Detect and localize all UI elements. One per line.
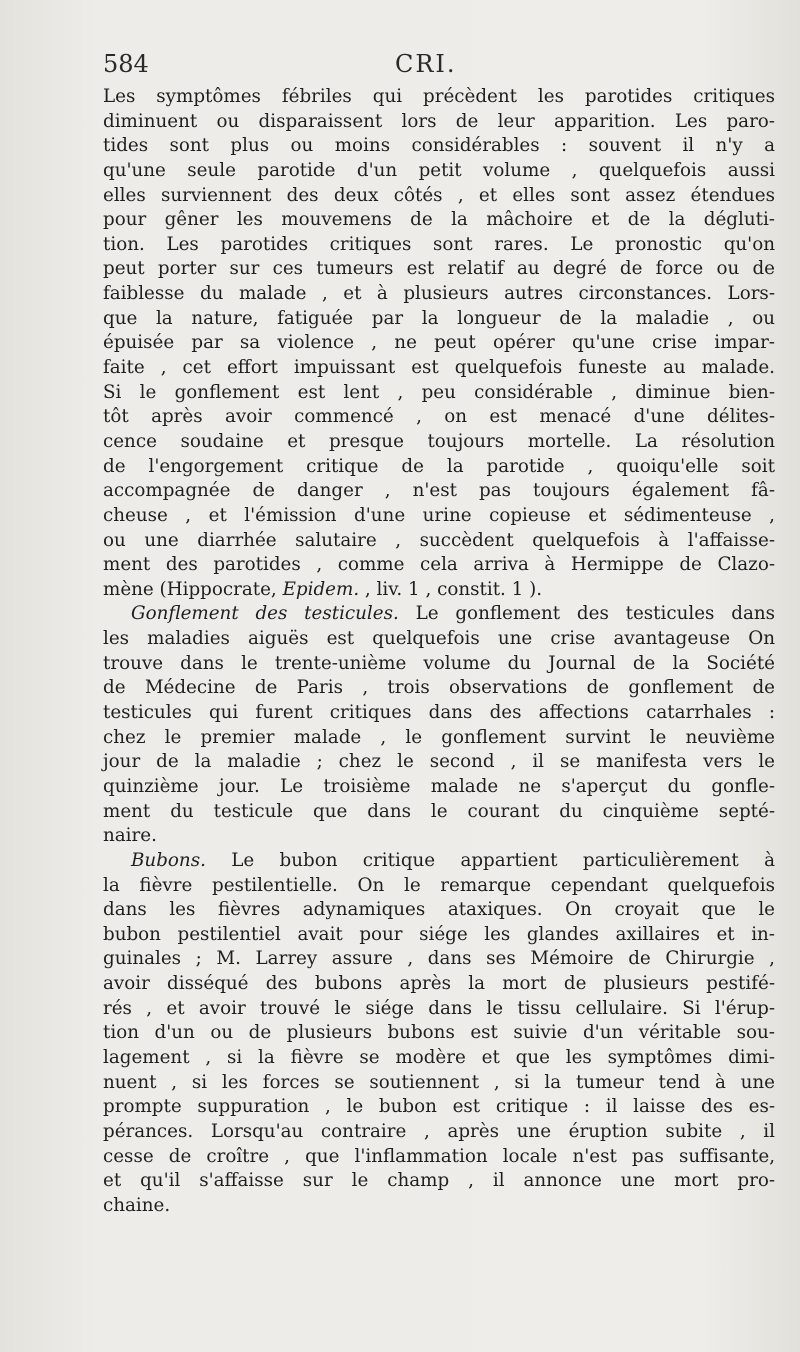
section-heading: Gonflement des testicules. bbox=[131, 603, 399, 625]
text-line: rés , et avoir trouvé le siége dans le tissu cellulaire. Si l'érup- bbox=[103, 997, 775, 1019]
first-line-rest: Le gonflement des testicules dans bbox=[398, 603, 775, 625]
text-line: dans les fièvres adynamiques ataxiques. On croyait que le bbox=[103, 899, 775, 921]
text-line: Les symptômes fébriles qui précèdent les parotides critiques bbox=[103, 86, 775, 107]
text-line: qu'une seule parotide d'un petit volume , quelquefois aussi bbox=[103, 159, 775, 181]
running-head: CRI. bbox=[395, 50, 457, 78]
text-line: de l'engorgement critique de la parotide , quoiqu'elle soit bbox=[103, 455, 775, 477]
citation-suffix: , liv. 1 , constit. 1 ). bbox=[359, 578, 543, 600]
text-line: elles surviennent des deux côtés , et elles sont assez étendues bbox=[103, 184, 775, 206]
paragraph-testicules bbox=[103, 602, 775, 848]
text-line: et qu'il s'affaisse sur le champ , il annonce une mort pro- bbox=[103, 1170, 775, 1192]
body-text bbox=[103, 85, 775, 1218]
text-line: que la nature, fatiguée par la longueur de la maladie , ou bbox=[103, 307, 775, 329]
text-line-citation bbox=[103, 578, 775, 603]
text-line: faite , cet effort impuissant est quelquefois funeste au malade. bbox=[103, 357, 775, 379]
text-line: quinzième jour. Le troisième malade ne s'aperçut du gonfle- bbox=[103, 775, 775, 797]
text-line: tôt après avoir commencé , on est menacé d'une délites- bbox=[103, 406, 775, 428]
text-line: épuisée par sa violence , ne peut opérer qu'une crise impar- bbox=[103, 332, 775, 354]
page-number: 584 bbox=[103, 50, 149, 78]
text-line: jour de la maladie ; chez le second , il se manifesta vers le bbox=[103, 751, 775, 773]
text-line: de Médecine de Paris , trois observations de gonflement de bbox=[103, 677, 775, 699]
text-line: tion d'un ou de plusieurs bubons est suivie d'un véritable sou- bbox=[103, 1022, 775, 1044]
text-line: ment du testicule que dans le courant du cinquième septé- bbox=[103, 800, 775, 822]
text-line: trouve dans le trente-unième volume du Journal de la Société bbox=[103, 652, 775, 674]
text-line: nuent , si les forces se soutiennent , si la tumeur tend à une bbox=[103, 1071, 775, 1093]
text-line: les maladies aiguës est quelquefois une crise avantageuse On bbox=[103, 628, 775, 650]
paragraph-parotides bbox=[103, 85, 775, 602]
text-line: peut porter sur ces tumeurs est relatif au degré de force ou de bbox=[103, 258, 775, 280]
text-line: tides sont plus ou moins considérables : souvent il n'y a bbox=[103, 135, 775, 157]
text-line: chaine. bbox=[103, 1194, 171, 1216]
page-header bbox=[103, 50, 773, 84]
text-line: guinales ; M. Larrey assure , dans ses Mémoire de Chirurgie , bbox=[103, 948, 775, 970]
text-line: chez le premier malade , le gonflement survint le neuvième bbox=[103, 726, 775, 748]
text-line: avoir disséqué des bubons après la mort de plusieurs pestifé- bbox=[103, 973, 775, 995]
text-line: faiblesse du malade , et à plusieurs autres circonstances. Lors- bbox=[103, 283, 775, 305]
text-line: lagement , si la fièvre se modère et que les symptômes dimi- bbox=[103, 1046, 775, 1068]
text-line: Si le gonflement est lent , peu considérable , diminue bien- bbox=[103, 381, 775, 403]
text-line: bubon pestilentiel avait pour siége les glandes axillaires et in- bbox=[103, 923, 775, 945]
paragraph-bubons bbox=[103, 849, 775, 1219]
citation-title: Epidem. bbox=[282, 578, 360, 600]
citation-prefix: mène (Hippocrate, bbox=[103, 578, 283, 600]
text-line: accompagnée de danger , n'est pas toujours également fâ- bbox=[103, 480, 775, 502]
text-line: testicules qui furent critiques dans des affections catarrhales : bbox=[103, 702, 775, 724]
text-line: ment des parotides , comme cela arriva à Hermippe de Clazo- bbox=[103, 554, 775, 576]
first-line-rest: Le bubon critique appartient particulièrement à bbox=[205, 849, 775, 871]
text-line: cheuse , et l'émission d'une urine copieuse et sédimenteuse , bbox=[103, 504, 775, 526]
section-heading: Bubons. bbox=[131, 849, 206, 871]
text-line: naire. bbox=[103, 825, 157, 847]
text-line: diminuent ou disparaissent lors de leur apparition. Les paro- bbox=[103, 110, 775, 132]
text-line: pour gêner les mouvemens de la mâchoire et de la dégluti- bbox=[103, 209, 775, 231]
text-line: prompte suppuration , le bubon est critique : il laisse des es- bbox=[103, 1096, 775, 1118]
text-line: tion. Les parotides critiques sont rares. Le pronostic qu'on bbox=[103, 233, 775, 255]
text-line-first bbox=[103, 849, 775, 874]
text-line: cence soudaine et presque toujours mortelle. La résolution bbox=[103, 430, 775, 452]
text-line-first bbox=[103, 602, 775, 627]
text-line: la fièvre pestilentielle. On le remarque cependant quelquefois bbox=[103, 874, 775, 896]
text-line: cesse de croître , que l'inflammation locale n'est pas suffisante, bbox=[103, 1145, 775, 1167]
text-line: ou une diarrhée salutaire , succèdent quelquefois à l'affaisse- bbox=[103, 529, 775, 551]
text-line: pérances. Lorsqu'au contraire , après une éruption subite , il bbox=[103, 1120, 775, 1142]
